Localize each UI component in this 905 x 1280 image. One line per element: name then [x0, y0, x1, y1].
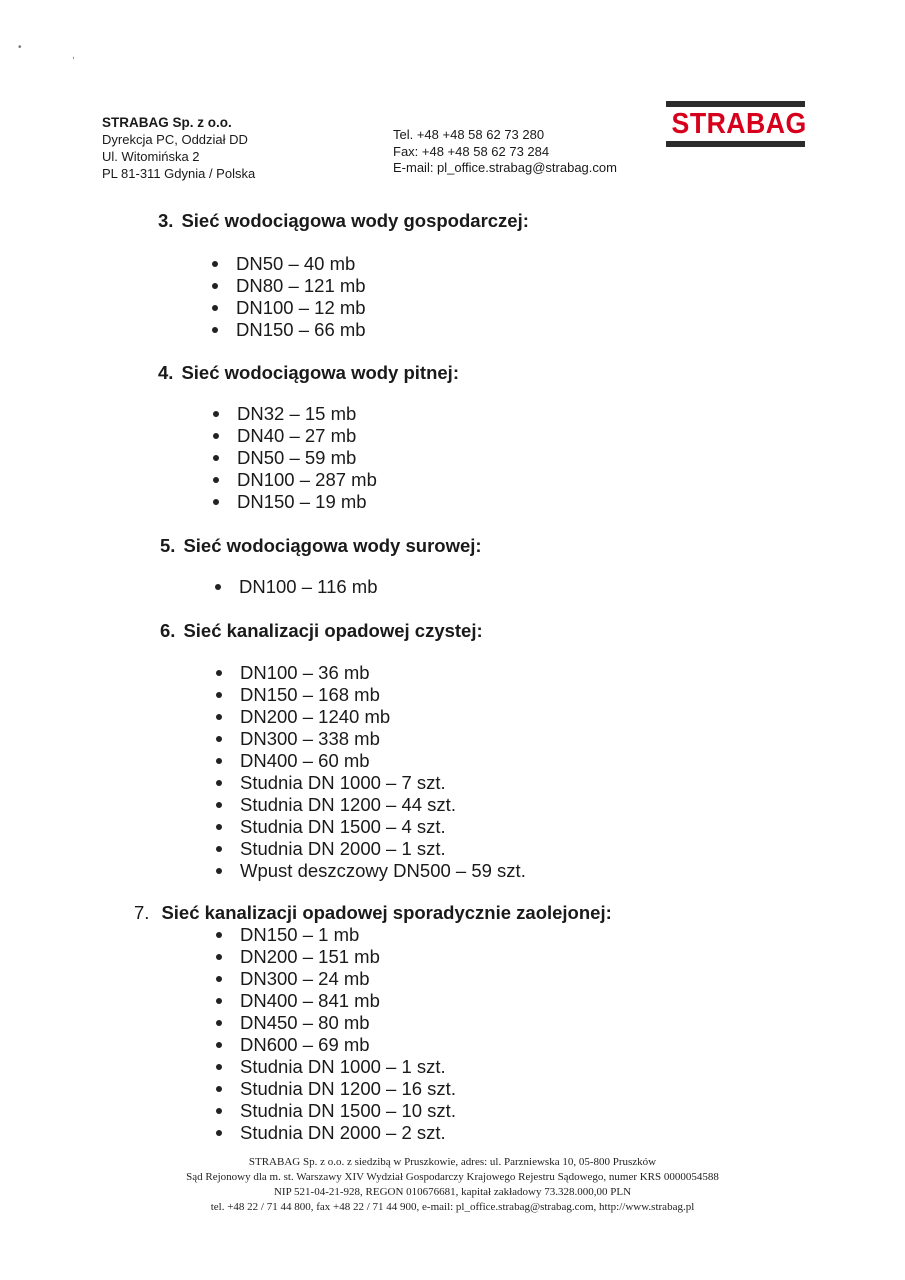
bullet-icon	[216, 954, 222, 960]
list-item-text: DN50 – 59 mb	[237, 447, 357, 468]
section-3	[158, 210, 529, 341]
bullet-icon	[213, 477, 219, 483]
list-item-text: DN150 – 19 mb	[237, 491, 367, 512]
list-item-text: Studnia DN 1200 – 16 szt.	[240, 1078, 456, 1099]
bullet-icon	[216, 758, 222, 764]
list-item-text: DN300 – 24 mb	[240, 968, 370, 989]
bullet-icon	[216, 998, 222, 1004]
logo-bottom-bar	[666, 141, 805, 147]
list-item	[216, 1034, 612, 1056]
list-item-text: DN400 – 841 mb	[240, 990, 380, 1011]
list-item	[216, 794, 526, 816]
list-item-text: DN600 – 69 mb	[240, 1034, 370, 1055]
list-item	[213, 469, 459, 491]
bullet-icon	[213, 499, 219, 505]
list-item-text: DN300 – 338 mb	[240, 728, 380, 749]
bullet-icon	[216, 1086, 222, 1092]
list-item-text: DN400 – 60 mb	[240, 750, 370, 771]
document-footer	[0, 1155, 905, 1215]
bullet-icon	[213, 455, 219, 461]
list-item-text: DN200 – 1240 mb	[240, 706, 391, 727]
list-item	[216, 946, 612, 968]
section-number: 7.	[134, 902, 150, 923]
list-item	[212, 319, 529, 341]
list-item	[216, 1012, 612, 1034]
bullet-icon	[216, 846, 222, 852]
company-address-block	[102, 114, 255, 182]
list-item	[216, 860, 526, 882]
bullet-icon	[216, 1130, 222, 1136]
footer-line: tel. +48 22 / 71 44 800, fax +48 22 / 71 44 900, e-mail: pl_office.strabag@strabag.com, http://www.strabag.pl	[210, 1201, 695, 1213]
bullet-icon	[216, 670, 222, 676]
footer-line: STRABAG Sp. z o.o. z siedzibą w Pruszkowie, adres: ul. Parzniewska 10, 05-800 Pruszków	[248, 1156, 657, 1168]
email-line: E-mail: pl_office.strabag@strabag.com	[393, 160, 617, 175]
list-item	[215, 576, 482, 598]
section-heading	[134, 902, 612, 924]
section-5	[160, 535, 482, 598]
list-item-text: Studnia DN 1500 – 4 szt.	[240, 816, 446, 837]
bullet-icon	[216, 1108, 222, 1114]
list-item-text: Studnia DN 1000 – 7 szt.	[240, 772, 446, 793]
section-heading	[160, 620, 526, 642]
list-item-text: DN150 – 1 mb	[240, 924, 360, 945]
scan-mark: •	[18, 42, 22, 53]
phone-line: Tel. +48 +48 58 62 73 280	[393, 127, 545, 142]
bullet-icon	[213, 433, 219, 439]
bullet-icon	[216, 932, 222, 938]
list-item-text: DN50 – 40 mb	[236, 253, 356, 274]
list-item	[213, 425, 459, 447]
fax-line: Fax: +48 +48 58 62 73 284	[393, 143, 550, 159]
item-list	[212, 253, 529, 341]
section-heading	[158, 362, 459, 384]
bullet-icon	[216, 868, 222, 874]
scan-mark: ,	[72, 50, 75, 61]
list-item	[213, 403, 459, 425]
list-item	[216, 924, 612, 946]
list-item-text: DN450 – 80 mb	[240, 1012, 370, 1033]
item-list	[213, 403, 459, 513]
list-item	[216, 1122, 612, 1144]
bullet-icon	[216, 692, 222, 698]
address-line: Dyrekcja PC, Oddział DD	[102, 132, 248, 147]
section-number: 4.	[158, 362, 174, 383]
list-item-text: Studnia DN 2000 – 2 szt.	[240, 1122, 446, 1143]
bullet-icon	[215, 584, 221, 590]
list-item-text: Studnia DN 2000 – 1 szt.	[240, 838, 446, 859]
list-item-text: DN150 – 66 mb	[236, 319, 366, 340]
section-heading	[158, 210, 529, 232]
bullet-icon	[212, 283, 218, 289]
bullet-icon	[212, 327, 218, 333]
list-item-text: DN150 – 168 mb	[240, 684, 380, 705]
list-item-text: DN100 – 116 mb	[239, 576, 378, 597]
list-item-text: DN80 – 121 mb	[236, 275, 366, 296]
list-item	[216, 772, 526, 794]
list-item-text: DN200 – 151 mb	[240, 946, 380, 967]
contact-block	[393, 127, 617, 177]
bullet-icon	[216, 1020, 222, 1026]
bullet-icon	[216, 714, 222, 720]
list-item	[216, 1100, 612, 1122]
section-title: Sieć wodociągowa wody gospodarczej:	[181, 210, 529, 231]
list-item-text: DN40 – 27 mb	[237, 425, 357, 446]
company-name: STRABAG Sp. z o.o.	[102, 115, 232, 130]
section-4	[158, 362, 459, 513]
list-item	[216, 1056, 612, 1078]
list-item	[216, 750, 526, 772]
section-title: Sieć kanalizacji opadowej czystej:	[183, 620, 483, 641]
list-item	[216, 706, 526, 728]
section-title: Sieć wodociągowa wody pitnej:	[181, 362, 459, 383]
list-item	[213, 491, 459, 513]
section-7	[134, 902, 612, 1144]
strabag-logo	[666, 101, 805, 147]
section-number: 3.	[158, 210, 174, 231]
list-item-text: DN100 – 287 mb	[237, 469, 377, 490]
list-item	[212, 253, 529, 275]
footer-line: NIP 521-04-21-928, REGON 010676681, kapitał zakładowy 73.328.000,00 PLN	[273, 1186, 632, 1198]
list-item	[216, 1078, 612, 1100]
bullet-icon	[212, 261, 218, 267]
bullet-icon	[213, 411, 219, 417]
section-title: Sieć kanalizacji opadowej sporadycznie zaolejonej:	[161, 902, 612, 923]
list-item-text: Studnia DN 1000 – 1 szt.	[240, 1056, 446, 1077]
list-item	[216, 662, 526, 684]
bullet-icon	[216, 780, 222, 786]
item-list	[216, 662, 526, 882]
bullet-icon	[216, 1042, 222, 1048]
list-item-text: Wpust deszczowy DN500 – 59 szt.	[240, 860, 526, 881]
list-item	[216, 968, 612, 990]
address-line: PL 81-311 Gdynia / Polska	[102, 166, 256, 181]
list-item-text: DN100 – 36 mb	[240, 662, 370, 683]
bullet-icon	[216, 736, 222, 742]
section-number: 5.	[160, 535, 176, 556]
bullet-icon	[216, 1064, 222, 1070]
section-title: Sieć wodociągowa wody surowej:	[183, 535, 482, 556]
section-number: 6.	[160, 620, 176, 641]
bullet-icon	[212, 305, 218, 311]
list-item	[212, 297, 529, 319]
bullet-icon	[216, 824, 222, 830]
logo-text: STRABAG	[671, 108, 807, 140]
list-item	[216, 838, 526, 860]
list-item	[216, 728, 526, 750]
list-item	[213, 447, 459, 469]
list-item-text: DN100 – 12 mb	[236, 297, 366, 318]
bullet-icon	[216, 802, 222, 808]
item-list	[216, 924, 612, 1144]
section-6	[160, 620, 526, 882]
section-heading	[160, 535, 482, 557]
list-item	[212, 275, 529, 297]
bullet-icon	[216, 976, 222, 982]
list-item	[216, 990, 612, 1012]
footer-line: Sąd Rejonowy dla m. st. Warszawy XIV Wydział Gospodarczy Krajowego Rejestru Sądowego, numer KRS 0000054588	[186, 1171, 719, 1183]
list-item-text: Studnia DN 1500 – 10 szt.	[240, 1100, 456, 1121]
list-item-text: DN32 – 15 mb	[237, 403, 357, 424]
list-item-text: Studnia DN 1200 – 44 szt.	[240, 794, 456, 815]
item-list	[215, 576, 482, 598]
address-line: Ul. Witomińska 2	[102, 149, 200, 164]
list-item	[216, 816, 526, 838]
list-item	[216, 684, 526, 706]
